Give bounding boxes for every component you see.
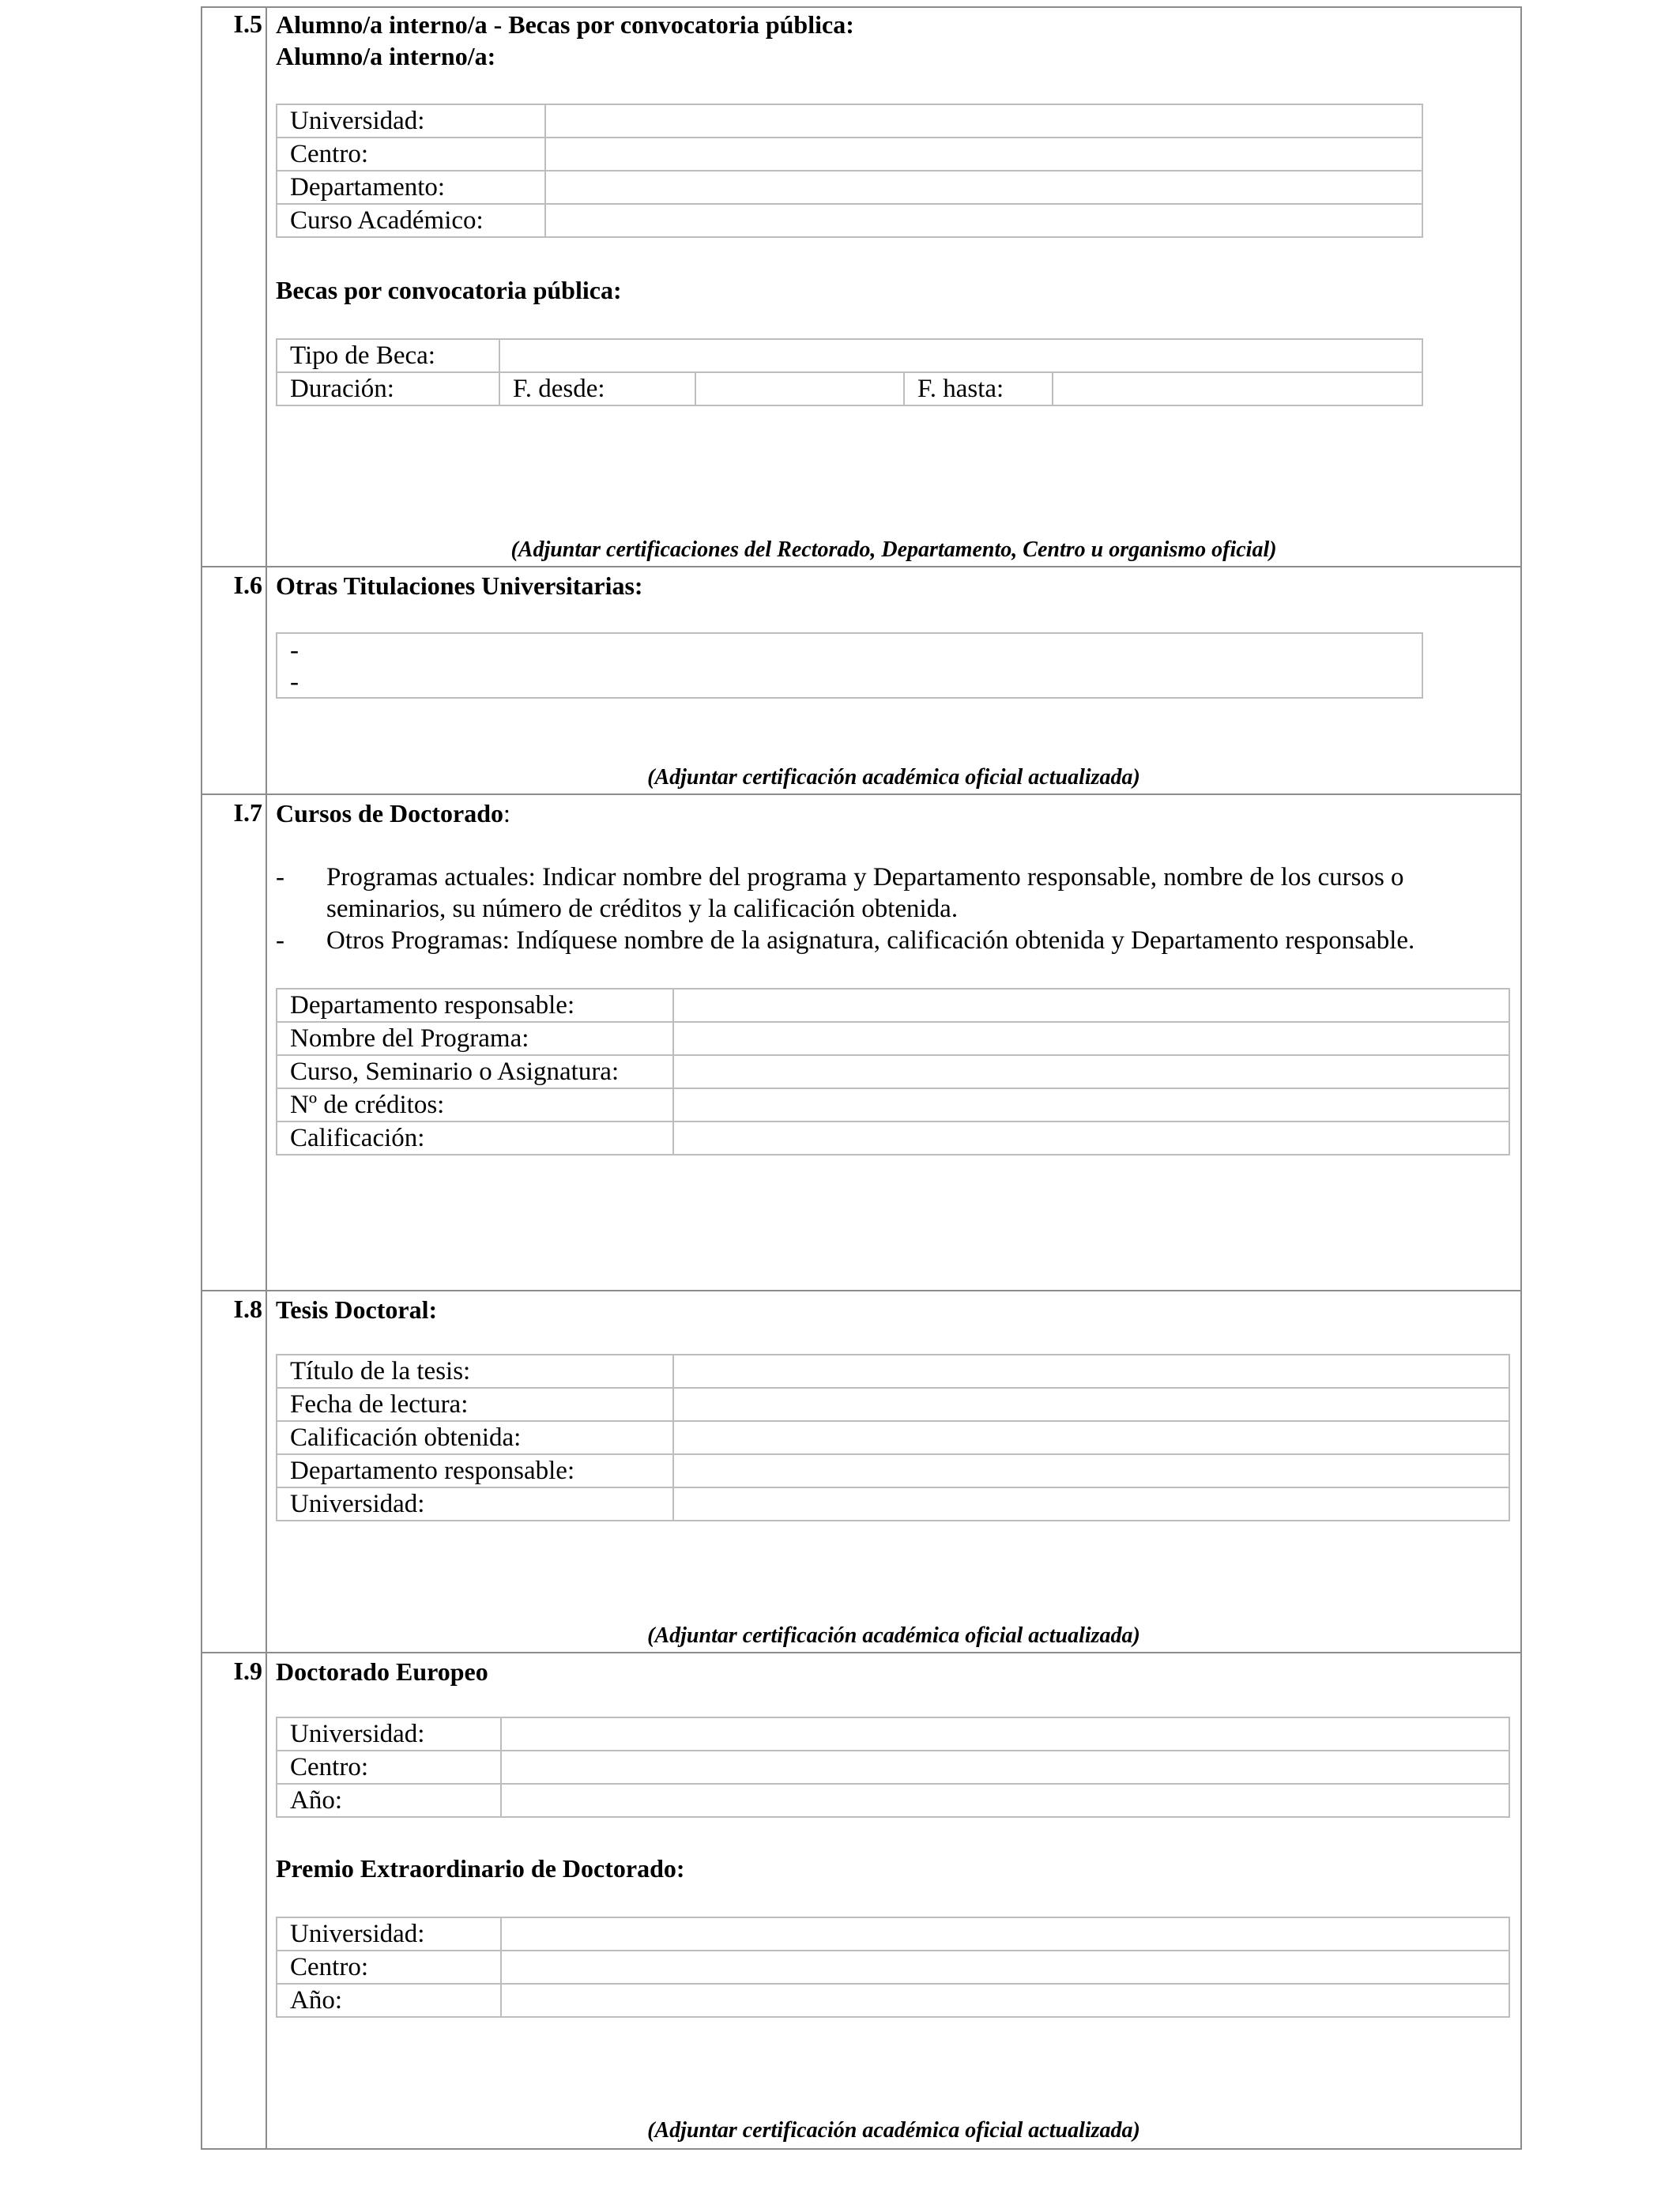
field-value[interactable] <box>673 1388 1509 1421</box>
field-value[interactable] <box>501 1751 1509 1784</box>
section-divider <box>201 1652 1522 1653</box>
becas-table <box>276 338 1423 406</box>
attachment-note: (Adjuntar certificación académica oficial actualizada) <box>647 765 1140 790</box>
attachment-note: (Adjuntar certificaciones del Rectorado, Departamento, Centro u organismo oficial) <box>510 537 1277 562</box>
field-label: Año: <box>277 1984 501 2017</box>
list-dash: - <box>290 668 299 696</box>
section-subtitle: Alumno/a interno/a: <box>276 42 496 70</box>
field-label: Fecha de lectura: <box>277 1388 673 1421</box>
field-label: Calificación obtenida: <box>277 1421 673 1454</box>
field-value[interactable] <box>501 1951 1509 1984</box>
field-label: F. desde: <box>499 372 695 405</box>
field-label: Título de la tesis: <box>277 1355 673 1388</box>
premio-table <box>276 1917 1510 2018</box>
bullet-dash: - <box>276 863 284 892</box>
field-value[interactable] <box>673 1355 1509 1388</box>
section-title: Tesis Doctoral: <box>276 1295 438 1324</box>
premio-heading: Premio Extraordinario de Doctorado: <box>276 1854 685 1883</box>
section-divider <box>201 566 1522 567</box>
section-title: Doctorado Europeo <box>276 1657 488 1686</box>
titulaciones-box[interactable] <box>276 632 1423 699</box>
attachment-note: (Adjuntar certificación académica oficial actualizada) <box>647 2118 1140 2143</box>
field-label: Departamento responsable: <box>277 989 673 1022</box>
section-number: I.6 <box>233 571 262 599</box>
field-value[interactable] <box>673 989 1509 1022</box>
field-value[interactable] <box>499 339 1422 372</box>
cursos-doctorado-table <box>276 988 1510 1155</box>
field-label: Departamento: <box>277 171 545 204</box>
field-value[interactable] <box>545 104 1422 138</box>
section-title: Otras Titulaciones Universitarias: <box>276 571 643 600</box>
field-value[interactable] <box>545 171 1422 204</box>
field-label: F. hasta: <box>904 372 1053 405</box>
field-label: Universidad: <box>277 1917 501 1951</box>
field-value[interactable] <box>501 1784 1509 1817</box>
field-value[interactable] <box>673 1088 1509 1122</box>
field-value[interactable] <box>673 1487 1509 1521</box>
field-label: Calificación: <box>277 1122 673 1155</box>
field-label: Curso Académico: <box>277 204 545 237</box>
attachment-note: (Adjuntar certificación académica oficial actualizada) <box>647 1623 1140 1648</box>
field-label: Centro: <box>277 1751 501 1784</box>
field-value[interactable] <box>545 204 1422 237</box>
section-divider <box>201 1290 1522 1291</box>
field-label: Departamento responsable: <box>277 1454 673 1487</box>
field-value[interactable] <box>673 1055 1509 1088</box>
field-value[interactable] <box>501 1984 1509 2017</box>
alumno-interno-table <box>276 104 1423 238</box>
field-label: Duración: <box>277 372 499 405</box>
bullet-text: Programas actuales: Indicar nombre del programa y Departamento responsable, nombre de los cursos o <box>326 863 1404 892</box>
section-title: Cursos de Doctorado: <box>276 799 510 827</box>
field-label: Centro: <box>277 1951 501 1984</box>
field-label: Nº de créditos: <box>277 1088 673 1122</box>
bullet-text: Otros Programas: Indíquese nombre de la asignatura, calificación obtenida y Departamento responsable. <box>326 926 1415 955</box>
field-label: Año: <box>277 1784 501 1817</box>
section-title: Alumno/a interno/a - Becas por convocatoria pública: <box>276 10 854 39</box>
field-label: Curso, Seminario o Asignatura: <box>277 1055 673 1088</box>
field-label: Centro: <box>277 138 545 171</box>
field-label: Nombre del Programa: <box>277 1022 673 1055</box>
field-label: Tipo de Beca: <box>277 339 499 372</box>
field-label: Universidad: <box>277 1487 673 1521</box>
doctorado-europeo-table <box>276 1717 1510 1818</box>
section-number: I.8 <box>233 1295 262 1323</box>
becas-heading: Becas por convocatoria pública: <box>276 276 622 304</box>
field-value[interactable] <box>673 1421 1509 1454</box>
tesis-table <box>276 1354 1510 1521</box>
field-value[interactable] <box>673 1022 1509 1055</box>
section-divider <box>201 794 1522 795</box>
number-column-divider <box>266 6 267 2150</box>
field-label: Universidad: <box>277 1717 501 1751</box>
section-number: I.5 <box>233 9 262 38</box>
section-number: I.9 <box>233 1657 262 1685</box>
field-value[interactable] <box>501 1917 1509 1951</box>
field-value[interactable] <box>695 372 904 405</box>
bullet-text: seminarios, su número de créditos y la calificación obtenida. <box>326 895 959 923</box>
field-value[interactable] <box>673 1122 1509 1155</box>
field-value[interactable] <box>1053 372 1422 405</box>
field-value[interactable] <box>673 1454 1509 1487</box>
field-value[interactable] <box>501 1717 1509 1751</box>
field-value[interactable] <box>545 138 1422 171</box>
field-label: Universidad: <box>277 104 545 138</box>
list-dash: - <box>290 636 299 665</box>
section-number: I.7 <box>233 798 262 827</box>
bullet-dash: - <box>276 926 284 955</box>
